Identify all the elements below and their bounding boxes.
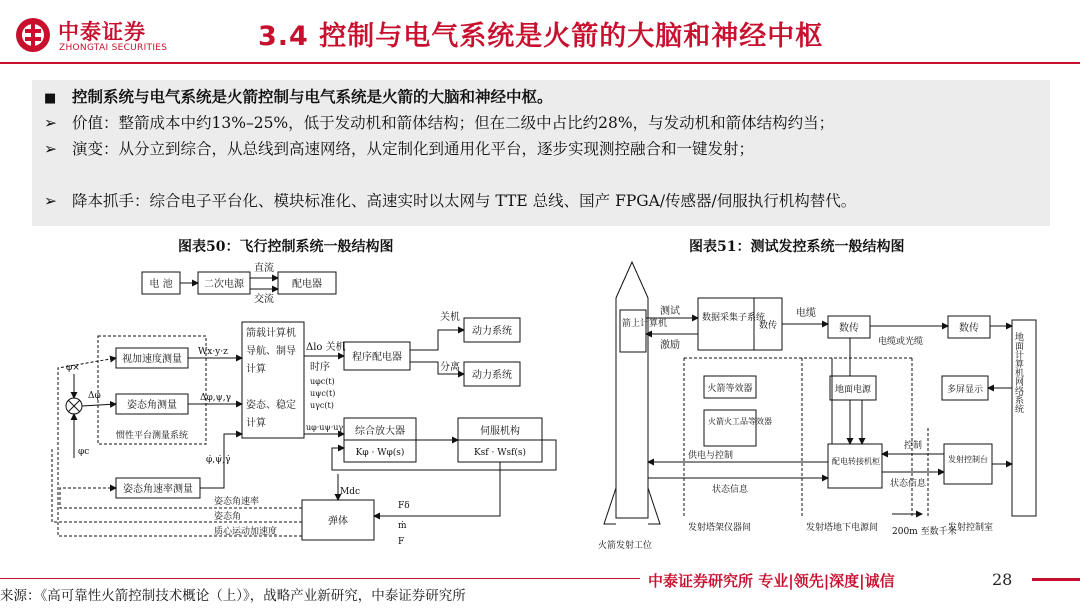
- launch-console-label: 发射控制台: [948, 455, 988, 464]
- company-logo: [12, 14, 192, 58]
- distance-label: 200m 至数千米: [892, 527, 957, 537]
- distributor-label: 配电器: [292, 279, 322, 290]
- phi-c-label: φc: [78, 447, 90, 457]
- inertial-platform-label: 惯性平台测量系统: [115, 431, 189, 441]
- computer-line-5: 计算: [246, 418, 266, 429]
- computer-line-4: 姿态、稳定: [246, 400, 296, 411]
- delta-phi-label: Δφ: [88, 391, 101, 401]
- mdc-label: Mdc: [340, 487, 361, 497]
- ground-network-label: 地面计算机网络系统: [1013, 332, 1023, 413]
- power-system-2-label: 动力系统: [472, 370, 512, 381]
- accel-measure-label: 视加速度测量: [122, 354, 182, 365]
- cable-or-fiber-label: 电缆或光缆: [878, 337, 924, 347]
- figure-51-title: 图表51：测试发控系统一般结构图: [689, 239, 905, 255]
- data-tx-2-label: 数传: [839, 323, 859, 334]
- cable-label: 电缆: [796, 308, 816, 319]
- test-label: 测试: [660, 306, 680, 317]
- arrow-bullet-icon: ➢: [44, 192, 57, 210]
- summary-box: [32, 80, 1050, 226]
- dc-label: 直流: [254, 263, 274, 274]
- logo-text-cn: 中泰证券: [58, 20, 146, 44]
- servo-tf-label: Ksf · Wsf(s): [473, 448, 527, 458]
- summary-headline: [44, 86, 553, 110]
- control-room-label: 发射控制室: [948, 523, 994, 533]
- logo-mark-icon: [14, 16, 52, 54]
- summary-bullet: [44, 112, 834, 134]
- shutdown-delta-label: Δlo 关机: [306, 342, 346, 353]
- mdot-label: ṁ: [398, 521, 407, 531]
- rocket-equivalent-label: 火箭等效器: [707, 384, 753, 394]
- source-note: 来源：《高可靠性火箭控制技术概论（上）》，战略产业新研究，中泰证券研究所: [0, 588, 466, 604]
- timing-label: 时序: [310, 362, 330, 373]
- control-label: 控制: [904, 441, 923, 451]
- launch-site-label: 火箭发射工位: [598, 541, 653, 551]
- logo-text-en: ZHONGTAI SECURITIES: [59, 43, 168, 53]
- multi-display-label: 多屏显示: [946, 385, 984, 395]
- status-info-2-label: 状态信息: [890, 479, 927, 489]
- body-label: 弹体: [328, 516, 348, 527]
- footer-slogan: 中泰证券研究所 专业|领先|深度|诚信: [648, 572, 895, 590]
- computer-line-3: 计算: [246, 364, 266, 375]
- fdelta-label: Fδ: [398, 501, 410, 511]
- feedback-angle-label: 姿态角: [214, 512, 242, 522]
- feedback-rate-label: 姿态角速率: [214, 497, 260, 507]
- excite-label: 激励: [660, 340, 680, 351]
- summary-bullet: [44, 138, 754, 160]
- distribution-cabinet-label: 配电转接机柜: [832, 457, 880, 466]
- separation-label: 分离: [440, 362, 460, 373]
- rate-measure-label: 姿态角速率测量: [123, 484, 193, 495]
- ac-label: 交流: [254, 294, 274, 305]
- battery-label: 电 池: [149, 279, 173, 290]
- arrow-bullet-icon: ➢: [44, 140, 57, 158]
- amplifier-tf-label: Kφ · Wφ(s): [355, 448, 405, 458]
- underground-room-label: 发射塔地下电源间: [806, 523, 879, 533]
- attitude-measure-label: 姿态角测量: [127, 400, 177, 411]
- u-sum-label: uφ·uψ·uγ: [306, 423, 344, 432]
- u-gamma-label: uγc(t): [310, 401, 334, 410]
- figure-50-title: 图表50：飞行控制系统一般结构图: [178, 239, 394, 255]
- amplifier-label: 综合放大器: [355, 426, 405, 437]
- tower-room-label: 发射塔架仪器间: [688, 523, 752, 533]
- power-system-1-label: 动力系统: [472, 326, 512, 337]
- pyro-equivalent-label: 火箭火工品等效器: [708, 417, 772, 426]
- power-supply-label: 供电与控制: [688, 451, 734, 461]
- summary-bullet-text: 价值：整箭成本中约13%–25%，低于发动机和箭体结构；但在二级中占比约28%，与发动机和箭体结构约当；: [72, 114, 835, 132]
- square-bullet-icon: ■: [44, 91, 57, 106]
- rate-signal-label: φ̇,ψ̇,γ̇: [206, 455, 231, 465]
- data-tx-3-label: 数传: [959, 323, 979, 334]
- u-psi-label: uψc(t): [310, 389, 336, 398]
- flight-control-diagram: [48, 258, 570, 556]
- title-divider: [0, 62, 1080, 64]
- arrow-bullet-icon: ➢: [44, 114, 57, 132]
- footer-accent: [1032, 578, 1080, 581]
- status-info-1-label: 状态信息: [712, 485, 749, 495]
- footer-divider: [0, 578, 640, 579]
- force-label: F: [398, 537, 405, 547]
- servo-label: 伺服机构: [480, 426, 520, 437]
- phi-x-label: φ×: [66, 363, 80, 373]
- angle-signal-label: Δφ,ψ,γ: [200, 393, 231, 403]
- ground-power-label: 地面电源: [834, 385, 872, 395]
- summary-bullet-text: 降本抓手：综合电子平台化、模块标准化、高速实时以太网与 TTE 总线、国产 FPGA/传感器/伺服执行机构替代。: [72, 192, 857, 210]
- onboard-computer-label: 箭上计算机: [622, 319, 668, 329]
- w-signal-label: Wx·y·z: [198, 347, 228, 357]
- computer-line-1: 箭载计算机: [246, 328, 296, 339]
- program-distributor-label: 程序配电器: [352, 352, 402, 363]
- secondary-power-label: 二次电源: [204, 279, 244, 290]
- u-phi-label: uφc(t): [310, 377, 335, 386]
- computer-line-2: 导航、制导: [246, 346, 296, 357]
- summary-headline-text: 控制系统与电气系统是火箭控制与电气系统是火箭的大脑和神经中枢。: [72, 87, 553, 106]
- data-tx-1-label: 数传: [758, 321, 778, 331]
- daq-label: 数据采集子系统: [702, 313, 766, 323]
- page-number: 28: [992, 570, 1013, 589]
- summary-bullet: [44, 190, 1027, 212]
- slide-title: 3.4 控制与电气系统是火箭的大脑和神经中枢: [258, 21, 824, 52]
- feedback-accel-label: 质心运动加速度: [214, 527, 278, 537]
- summary-bullet-text: 演变：从分立到综合，从总线到高速网络，从定制化到通用化平台，逐步实现测控融合和一键发射；: [72, 140, 755, 158]
- shutdown-label: 关机: [440, 312, 460, 323]
- launch-control-diagram: [592, 258, 1060, 556]
